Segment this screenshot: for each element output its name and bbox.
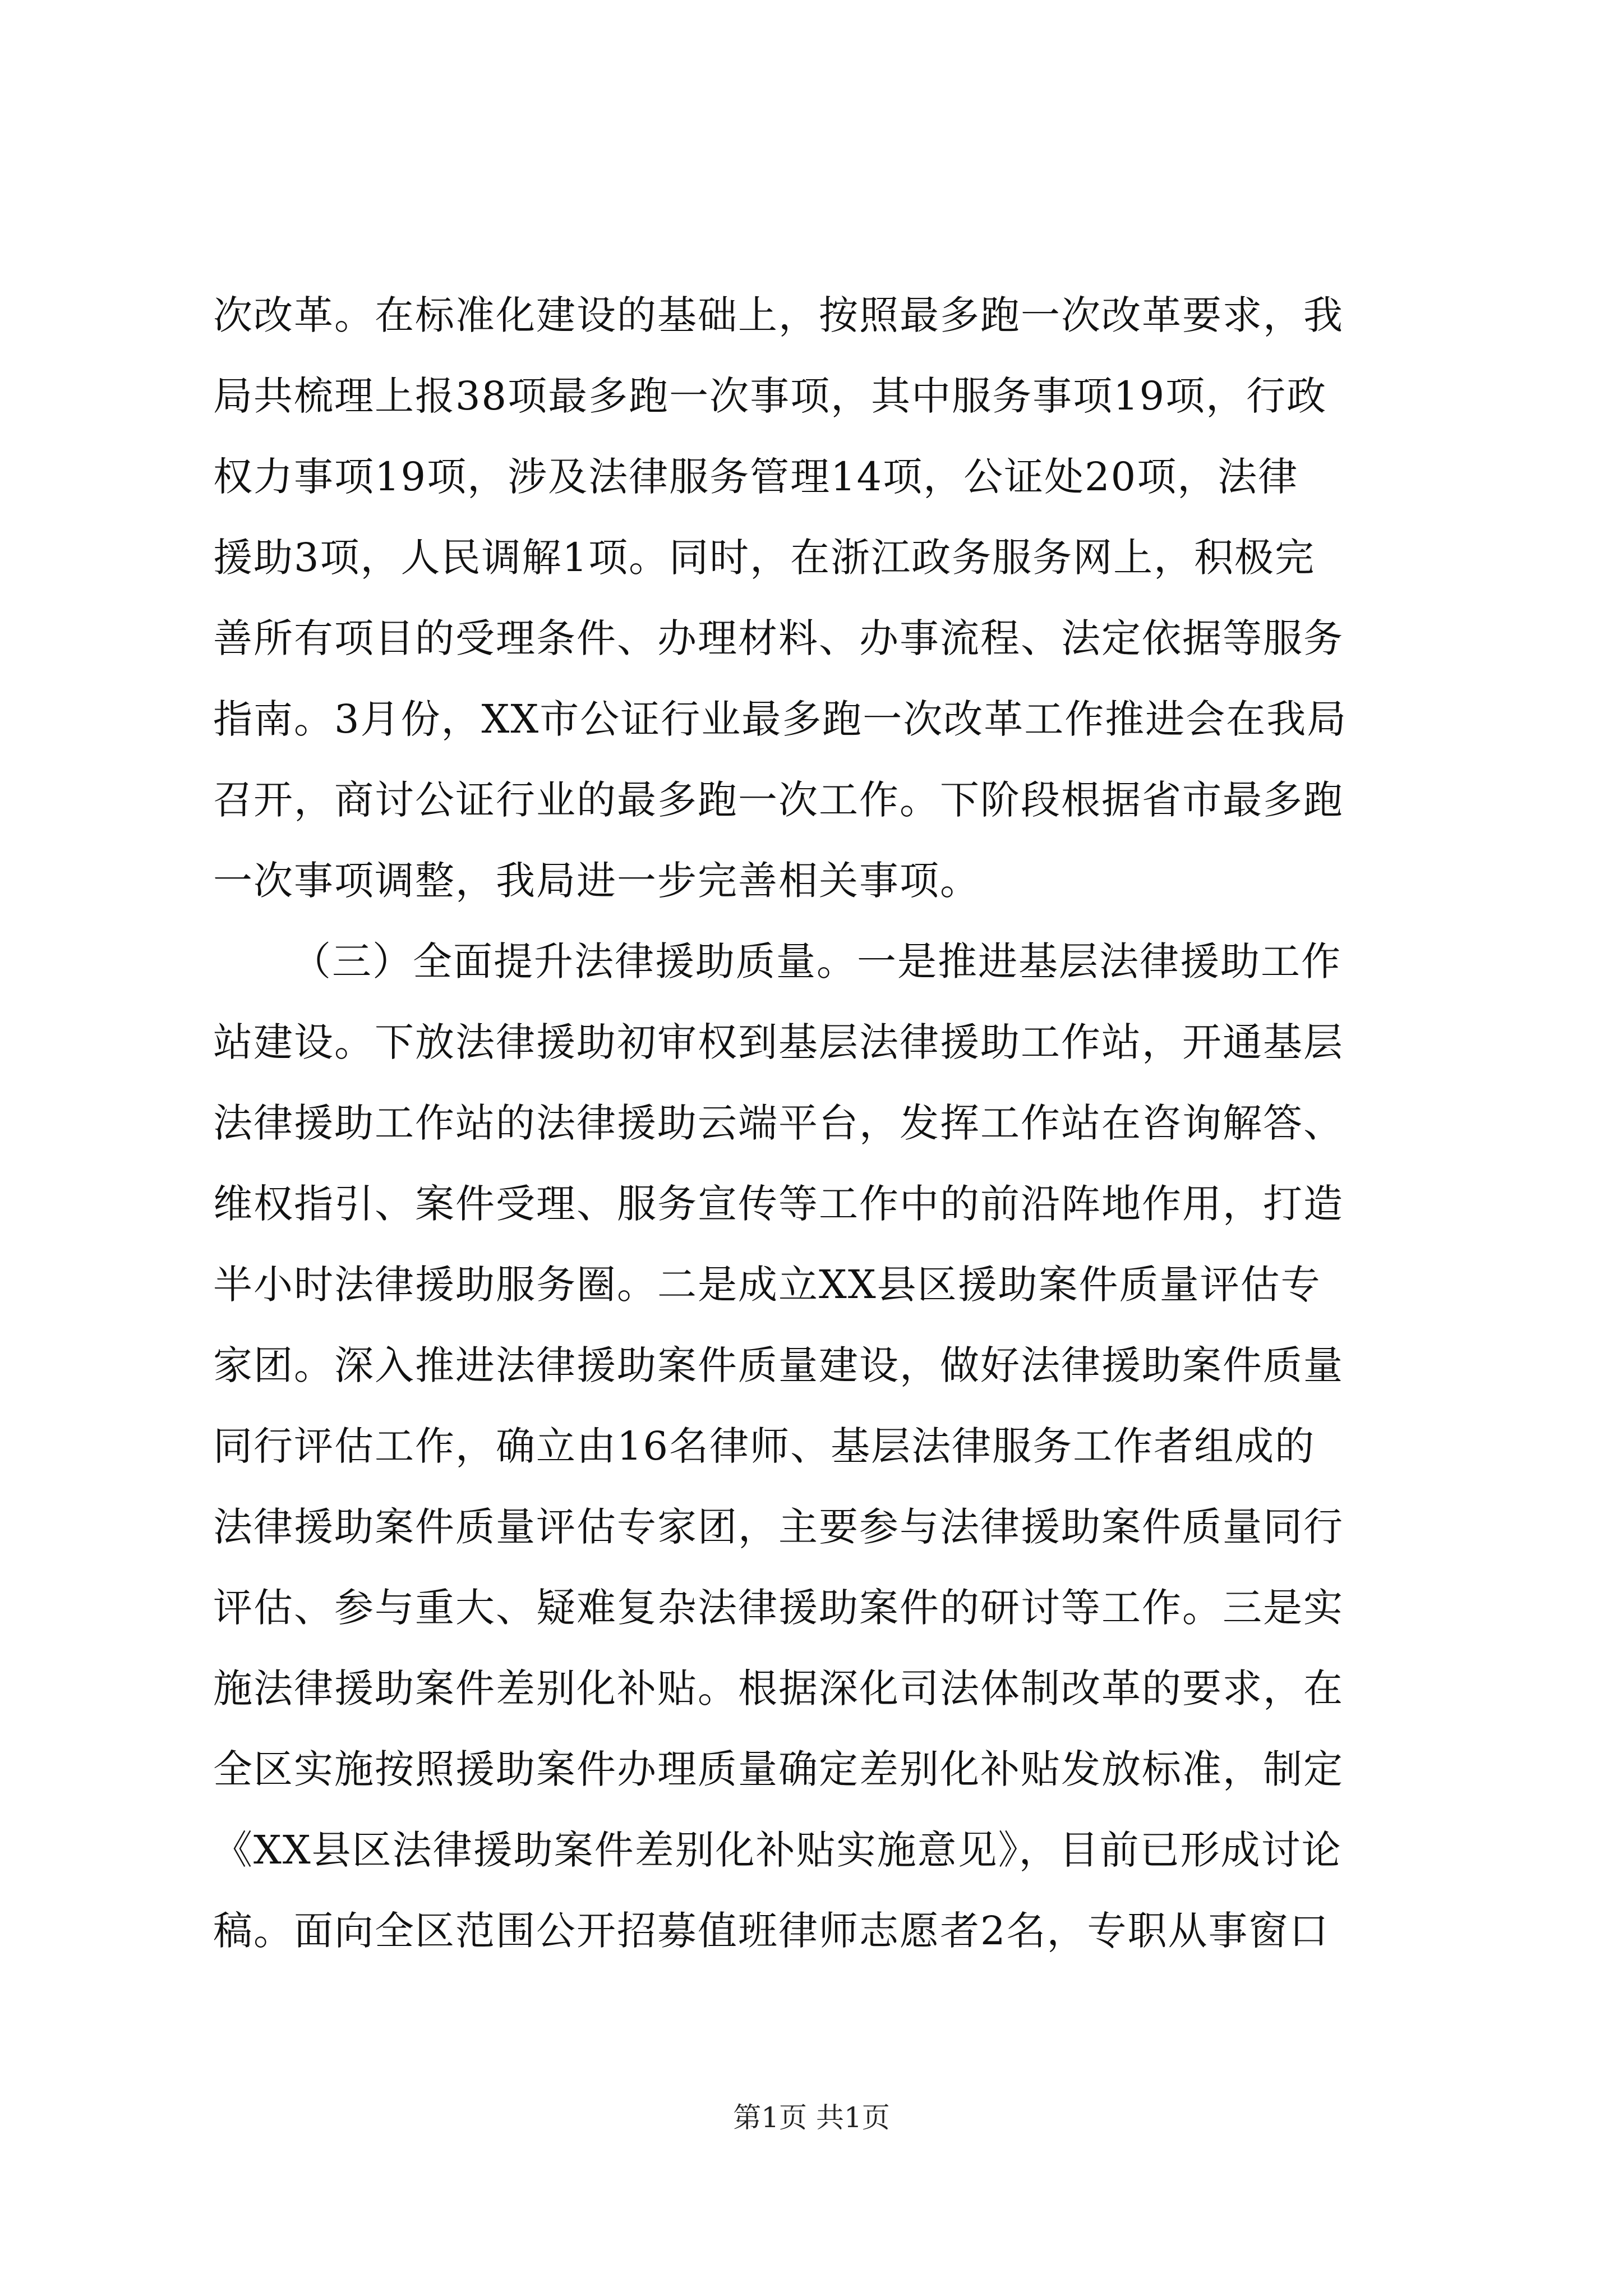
text-line: 一次事项调整，我局进一步完善相关事项。 bbox=[213, 858, 980, 904]
text-line: 站建设。下放法律援助初审权到基层法律援助工作站，开通基层 bbox=[213, 1019, 1344, 1065]
text-line: 稿。面向全区范围公开招募值班律师志愿者2名，专职从事窗口 bbox=[213, 1908, 1330, 1954]
text-line: 指南。3月份，XX市公证行业最多跑一次改革工作推进会在我局 bbox=[213, 696, 1348, 742]
text-line: 善所有项目的受理条件、办理材料、办事流程、法定依据等服务 bbox=[213, 615, 1344, 661]
text-line: 法律援助工作站的法律援助云端平台，发挥工作站在咨询解答、 bbox=[213, 1100, 1344, 1146]
text-line: 次改革。在标准化建设的基础上，按照最多跑一次改革要求，我 bbox=[213, 292, 1344, 338]
text-line: 半小时法律援助服务圈。二是成立XX县区援助案件质量评估专 bbox=[213, 1262, 1321, 1308]
text-line: 评估、参与重大、疑难复杂法律援助案件的研讨等工作。三是实 bbox=[213, 1585, 1344, 1631]
text-line: 全区实施按照援助案件办理质量确定差别化补贴发放标准，制定 bbox=[213, 1746, 1344, 1792]
section-heading-line: （三）全面提升法律援助质量。一是推进基层法律援助工作 bbox=[292, 938, 1341, 984]
text-line: 家团。深入推进法律援助案件质量建设，做好法律援助案件质量 bbox=[213, 1342, 1344, 1388]
text-line: 局共梳理上报38项最多跑一次事项，其中服务事项19项，行政 bbox=[213, 373, 1327, 419]
document-body bbox=[213, 275, 1419, 1971]
text-line: 权力事项19项，涉及法律服务管理14项，公证处20项，法律 bbox=[213, 454, 1299, 500]
text-line: 召开，商讨公证行业的最多跑一次工作。下阶段根据省市最多跑 bbox=[213, 777, 1344, 823]
text-line: 援助3项，人民调解1项。同时，在浙江政务服务网上，积极完 bbox=[213, 535, 1316, 581]
text-line: 维权指引、案件受理、服务宣传等工作中的前沿阵地作用，打造 bbox=[213, 1181, 1344, 1227]
text-line: 施法律援助案件差别化补贴。根据深化司法体制改革的要求，在 bbox=[213, 1665, 1344, 1711]
text-line: 同行评估工作，确立由16名律师、基层法律服务工作者组成的 bbox=[213, 1423, 1316, 1469]
text-line: 法律援助案件质量评估专家团，主要参与法律援助案件质量同行 bbox=[213, 1504, 1344, 1550]
text-line: 《XX县区法律援助案件差别化补贴实施意见》，目前已形成讨论 bbox=[213, 1827, 1342, 1873]
page-footer: 第1页 共1页 bbox=[733, 2101, 890, 2134]
